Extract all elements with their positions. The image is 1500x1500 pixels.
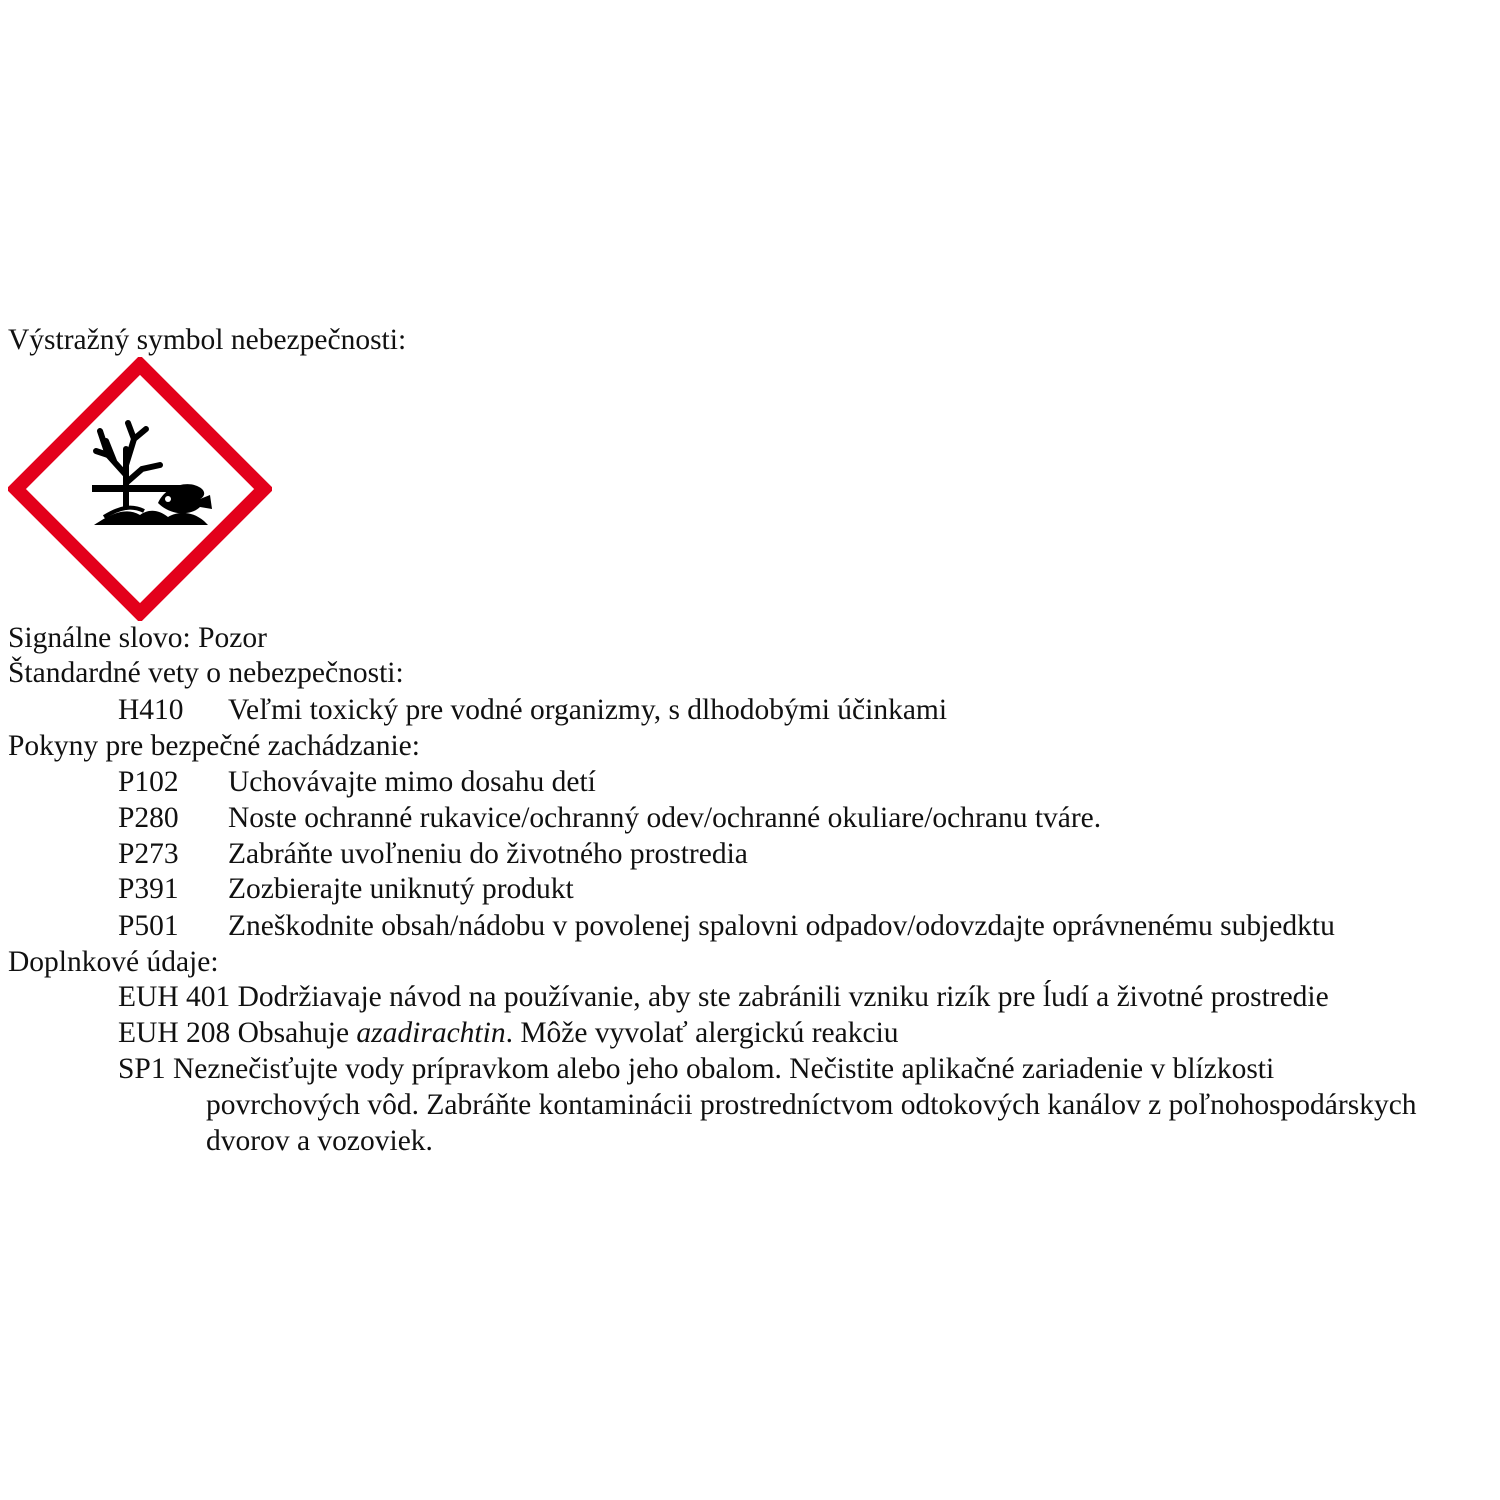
statement-code: P391 [118,873,179,905]
statement-code: P280 [118,802,179,834]
euh208-prefix: EUH 208 Obsahuje [118,1017,357,1049]
sp1-statement-line: dvorov a vozoviek. [206,1125,433,1157]
supplementary-label: Doplnkové údaje: [8,946,219,978]
euh208-suffix: . Môže vyvolať alergickú reakciu [505,1017,899,1049]
euh208-statement [118,1015,899,1051]
hazard-symbol-label: Výstražný symbol nebezpečnosti: [8,324,407,356]
euh208-substance: azadirachtin [356,1017,506,1049]
signal-word: Signálne slovo: Pozor [8,622,267,654]
statement-code: H410 [118,694,184,726]
precautionary-label: Pokyny pre bezpečné zachádzanie: [8,730,420,762]
statement-text: Zozbierajte uniknutý produkt [228,873,574,905]
euh401-statement: EUH 401 Dodržiavaje návod na používanie, aby ste zabránili vzniku rizík pre ĺudí a životné prostredie [118,981,1329,1013]
statement-text: Noste ochranné rukavice/ochranný odev/ochranné okuliare/ochranu tváre. [228,802,1102,834]
statement-text: Uchovávajte mimo dosahu detí [228,766,596,798]
ghs09-environment-icon [8,357,272,621]
statement-text: Zabráňte uvoľneniu do životného prostredia [228,838,748,870]
statement-code: P501 [118,910,179,942]
statement-code: P102 [118,766,179,798]
statement-code: P273 [118,838,179,870]
hazard-statements-label: Štandardné vety o nebezpečnosti: [8,657,404,689]
statement-text: Zneškodnite obsah/nádobu v povolenej spalovni odpadov/odovzdajte oprávnenému subjedktu [228,910,1335,942]
sp1-statement-line: povrchových vôd. Zabráňte kontaminácii prostredníctvom odtokových kanálov z poľnohospodárskych [206,1089,1417,1121]
statement-text: Veľmi toxický pre vodné organizmy, s dlhodobými účinkami [228,694,948,726]
sp1-statement-line: SP1 Neznečisťujte vody prípravkom alebo jeho obalom. Nečistite aplikačné zariadenie v blízkosti [118,1053,1275,1085]
